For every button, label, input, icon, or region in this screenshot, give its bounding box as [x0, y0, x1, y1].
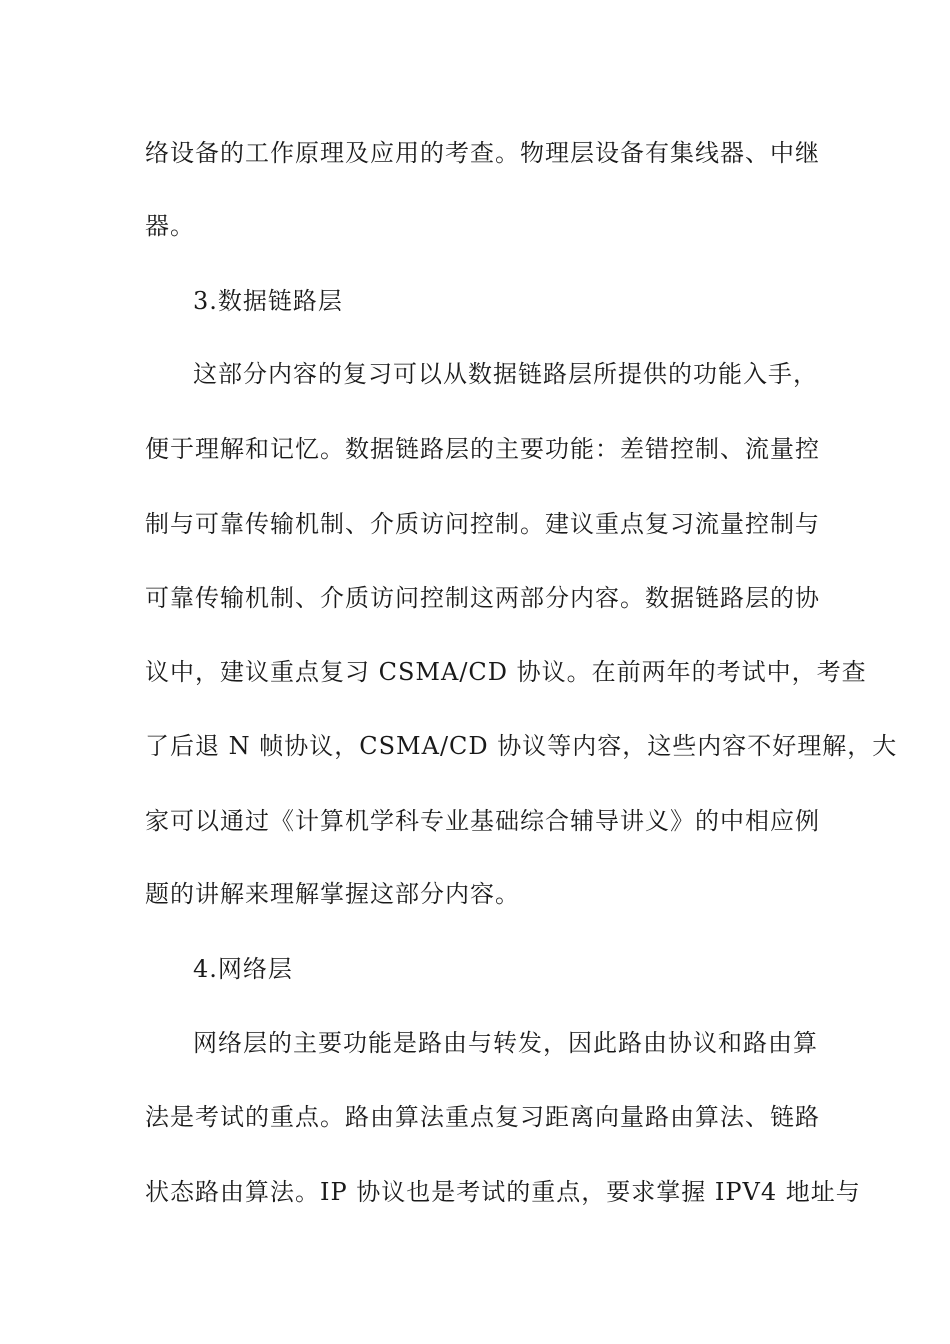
text-line: 状态路由算法。IP 协议也是考试的重点，要求掌握 IPV4 地址与 — [145, 1178, 861, 1206]
text-line: 器。 — [145, 212, 195, 240]
section-heading: 3.数据链路层 — [193, 287, 343, 315]
text-line: 了后退 N 帧协议，CSMA/CD 协议等内容，这些内容不好理解，大 — [145, 732, 898, 760]
text-line: 可靠传输机制、介质访问控制这两部分内容。数据链路层的协 — [145, 584, 820, 612]
section-heading: 4.网络层 — [193, 955, 293, 983]
text-line: 题的讲解来理解掌握这部分内容。 — [145, 880, 520, 908]
text-line: 络设备的工作原理及应用的考查。物理层设备有集线器、中继 — [145, 139, 820, 167]
text-line: 议中，建议重点复习 CSMA/CD 协议。在前两年的考试中，考查 — [145, 658, 867, 686]
text-line: 网络层的主要功能是路由与转发，因此路由协议和路由算 — [193, 1029, 818, 1057]
text-line: 制与可靠传输机制、介质访问控制。建议重点复习流量控制与 — [145, 510, 820, 538]
text-line: 这部分内容的复习可以从数据链路层所提供的功能入手， — [193, 360, 818, 388]
text-line: 便于理解和记忆。数据链路层的主要功能：差错控制、流量控 — [145, 435, 820, 463]
text-line: 法是考试的重点。路由算法重点复习距离向量路由算法、链路 — [145, 1103, 820, 1131]
text-line: 家可以通过《计算机学科专业基础综合辅导讲义》的中相应例 — [145, 807, 820, 835]
